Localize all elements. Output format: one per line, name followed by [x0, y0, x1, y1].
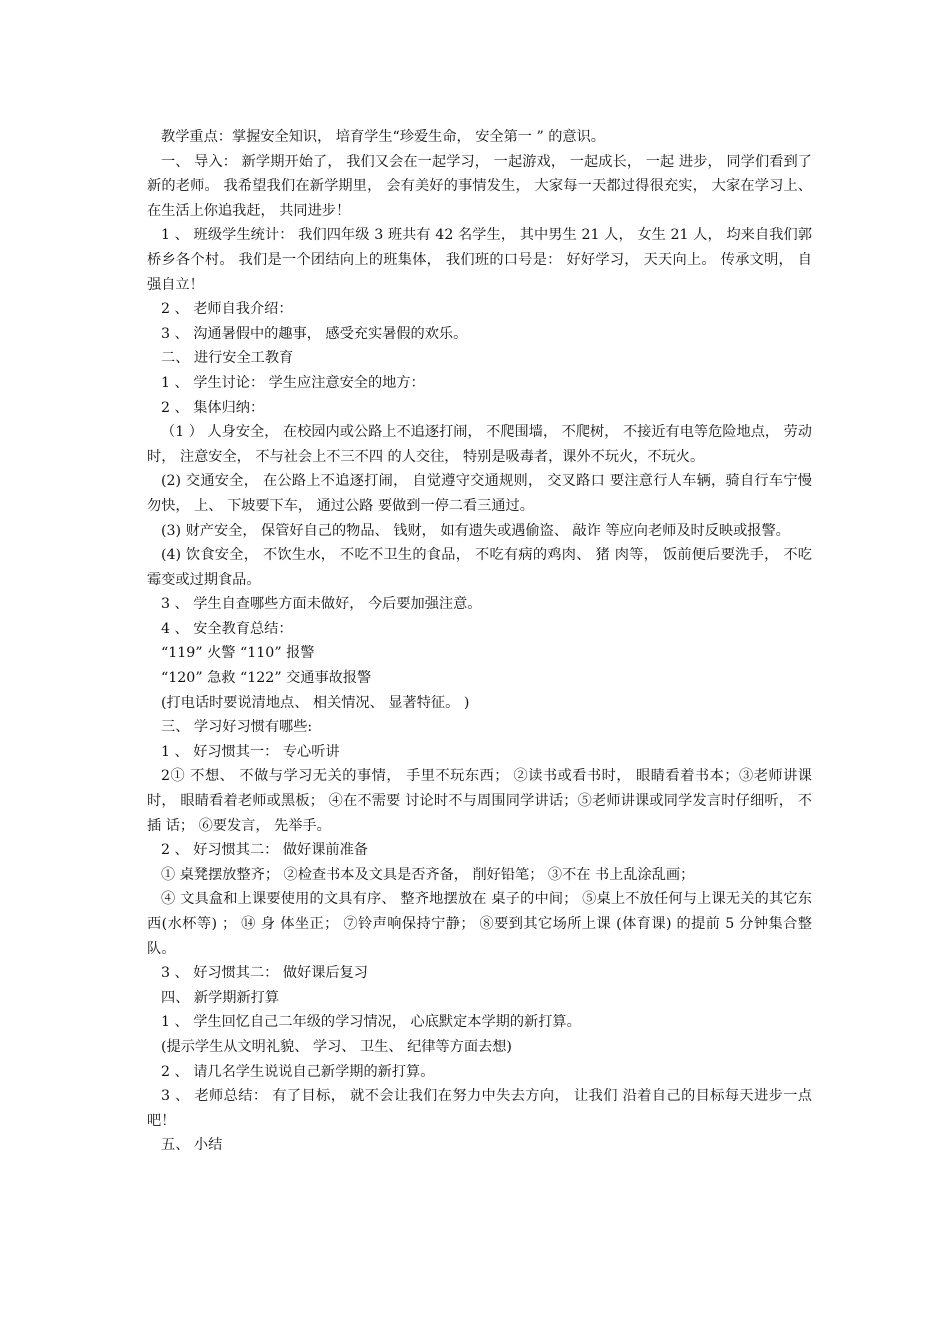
section-3-heading: 三、 学习好习惯有哪些: [161, 719, 313, 736]
teacher-summary: 3 、 老师总结： 有了目标， 就不会让我们在努力中失去方向， 让我们 沿着自己的目标每天进步一点吧！ [147, 1088, 812, 1129]
emergency-numbers-1: “119” 火警 “110” 报警 [161, 645, 315, 662]
teacher-self-intro: 2 、 老师自我介绍： [161, 301, 293, 318]
food-safety: (4) 饮食安全， 不饮生水， 不吃不卫生的食品， 不吃有病的鸡肉、 猪 肉等， 饭前便后要洗手， 不吃霉变或过期食品。 [147, 547, 812, 588]
self-check: 3 、 学生自查哪些方面未做好， 今后要加强注意。 [161, 596, 482, 613]
students-share-plan: 2 、 请几名学生说说自己新学期的新打算。 [161, 1063, 435, 1080]
habit-two-details-2: ④ 文具盒和上课要使用的文具有序、 整齐地摆放在 桌子的中间； ⑤桌上不放任何与上课无关的其它东西(水杯等) ； ⑭ 身 体坐正； ⑦铃声响保持宁静； ⑧要到其它场所上课 (体育课) 的提前 5 分钟集合整队。 [147, 891, 812, 957]
teaching-focus: 教学重点：掌握安全知识， 培育学生“珍爱生命， 安全第一 ” 的意识。 [161, 129, 605, 145]
plan-hint: (提示学生从文明礼貌、 学习、 卫生、 纪律等方面去想) [161, 1038, 512, 1055]
section-1-intro: 一、 导入： 新学期开始了， 我们又会在一起学习， 一起游戏， 一起成长， 一起 进步， 同学们看到了新的老师。 我希望我们在新学期里， 会有美好的事情发生， 大家每一天都过得很充实， 大家在学习上、 在生活上你追我赶， 共同进步！ [147, 153, 812, 219]
recall-plan: 1 、 学生回忆自己二年级的学习情况， 心底默定本学期的新打算。 [161, 1014, 581, 1031]
group-summary: 2 、 集体归纳： [161, 399, 265, 416]
habit-one: 1 、 好习惯其一： 专心听讲 [161, 743, 340, 760]
safety-summary: 4 、 安全教育总结： [161, 620, 293, 637]
personal-safety: （1 ） 人身安全， 在校园内或公路上不追逐打闹， 不爬围墙， 不爬树， 不接近有电等危险地点， 劳动时， 注意安全， 不与社会上不三不四 的人交往， 特别是吸毒者，课外不玩火，不玩火。 [147, 424, 812, 465]
emergency-numbers-2: “120” 急救 “122” 交通事故报警 [161, 670, 372, 687]
habit-two: 2 、 好习惯其二： 做好课前准备 [161, 842, 368, 859]
traffic-safety: (2) 交通安全， 在公路上不追逐打闹， 自觉遵守交通规则， 交叉路口 要注意行人车辆，骑自行车宁慢勿快， 上、 下坡要下车， 通过公路 要做到一停二看三通过。 [147, 473, 812, 514]
document-body [147, 125, 812, 1158]
habit-one-details: 2① 不想、 不做与学习无关的事情， 手里不玩东西； ②读书或看书时， 眼睛看着书本；③老师讲课时， 眼睛看着老师或黑板； ④在不需要 讨论时不与周围同学讲话；⑤老师讲课或同学发言时仔细听， 不插 话； ⑥要发言， 先举手。 [147, 768, 812, 834]
habit-two-details-1: ① 桌凳摆放整齐； ②检查书本及文具是否齐备， 削好铅笔； ③不在 书上乱涂乱画； [161, 866, 695, 883]
class-statistics: 1 、 班级学生统计： 我们四年级 3 班共有 42 名学生， 其中男生 21 人， 女生 21 人， 均来自我们郭桥乡各个村。 我们是一个团结向上的班集体， 我们班的口号是： 好好学习， 天天向上。 传承文明， 自强自立！ [147, 227, 812, 293]
summer-sharing: 3 、 沟通暑假中的趣事， 感受充实暑假的欢乐。 [161, 325, 468, 342]
section-4-heading: 四、 新学期新打算 [161, 989, 280, 1006]
section-2-heading: 二、 进行安全工教育 [161, 350, 294, 367]
property-safety: (3) 财产安全， 保管好自己的物品、 钱财， 如有遗失或遇偷盗、 敲诈 等应向老师及时反映或报警。 [161, 522, 790, 539]
habit-three: 3 、 好习惯其二： 做好课后复习 [161, 965, 368, 982]
section-5-heading: 五、 小结 [161, 1137, 223, 1154]
phone-note: (打电话时要说清地点、 相关情况、 显著特征。 ) [161, 694, 470, 711]
student-discussion: 1 、 学生讨论： 学生应注意安全的地方： [161, 374, 425, 391]
